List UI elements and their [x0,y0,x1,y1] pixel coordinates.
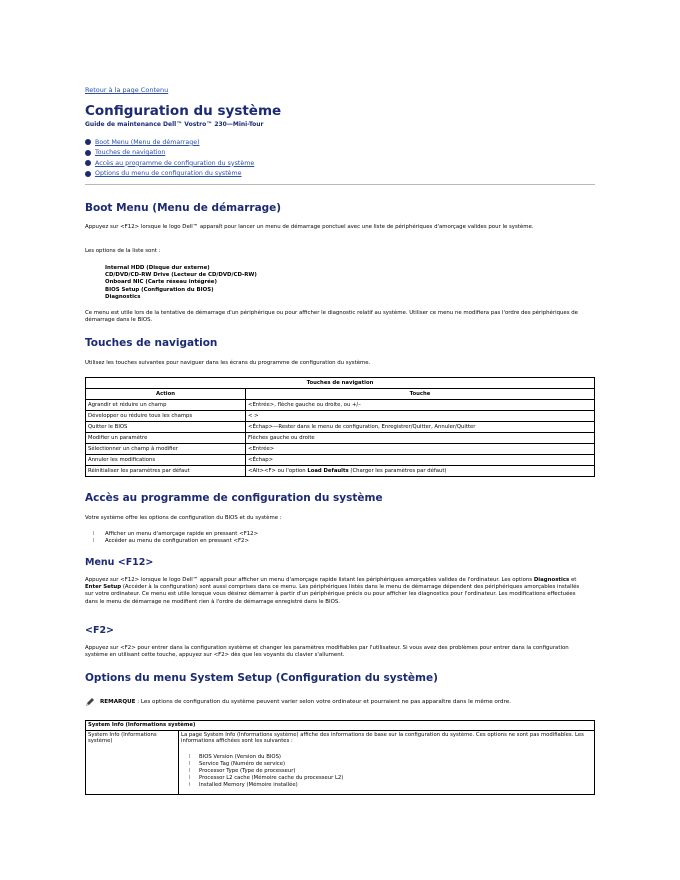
table-row [86,422,595,433]
key-cell: <Échap>—Rester dans le menu de configuration, Enregistrer/Quitter, Annuler/Quitter [246,422,595,433]
boot-menu-paragraph-2: Les options de la liste sont : [85,248,161,254]
boot-menu-heading: Boot Menu (Menu de démarrage) [85,202,282,214]
action-cell: Développer ou réduire tous les champs [86,411,246,422]
boot-menu-paragraph-1: Appuyez sur <F12> lorsque le logo Dell™ apparaît pour lancer un menu de démarrage ponctuel avec une liste de périphériques d'amorçage valides pour le système. [85,224,534,230]
list-item: l Service Tag (Numéro de service) [189,760,286,767]
pencil-icon [85,697,95,707]
navigation-keys-heading: Touches de navigation [85,337,218,349]
table-row [86,400,595,411]
navigation-keys-intro: Utilisez les touches suivantes pour naviguer dans les écrans du programme de configuration du système. [85,360,371,366]
column-header-action: Action [86,389,246,400]
action-cell: Agrandir et réduire un champ [86,400,246,411]
action-cell: Modifier un paramètre [86,433,246,444]
access-setup-list [93,531,258,546]
list-item: l Processor Type (Type de processeur) [189,767,296,774]
toc-link-access-setup[interactable]: Accès au programme de configuration du système [95,159,255,167]
boot-options-list [105,265,257,301]
action-cell: Sélectionner un champ à modifier [86,444,246,455]
key-cell: <Entrée> [246,444,595,455]
toc-item [85,148,254,159]
key-cell: <Échap> [246,455,595,466]
toc-link-boot-menu[interactable]: Boot Menu (Menu de démarrage) [95,138,200,146]
table-row [86,730,595,794]
toc-item [85,169,254,180]
system-info-list [189,754,592,789]
toc-item [85,158,254,169]
option-label-cell: System Info (Informations système) [86,730,179,794]
note [85,697,511,707]
table-row [86,444,595,455]
option-description: La page System Info (Informations système) affiche des informations de base sur la configuration du système. Ces options ne sont pas modifiables. Les informations affichées sont les suivantes : [181,731,584,744]
boot-option: Diagnostics [105,293,141,300]
boot-option: Internal HDD (Disque dur externe) [105,265,210,271]
list-item: l Installed Memory (Mémoire installée) [189,781,298,788]
toc-item [85,137,254,148]
note-text: : Les options de configuration du système peuvent varier selon votre ordinateur et pourraient ne pas apparaître dans le même ordre. [135,699,512,705]
toc-link-navigation-keys[interactable]: Touches de navigation [95,149,166,157]
bullet-icon [85,139,91,145]
action-cell: Réinitialiser les paramètres par défaut [86,466,246,477]
f12-menu-heading: Menu <F12> [85,557,154,568]
toc-link-setup-options[interactable]: Options du menu de configuration du système [95,170,242,178]
list-item: l Afficher un menu d'amorçage rapide en pressant <F12> [93,531,259,537]
boot-menu-paragraph-3: Ce menu est utile lors de la tentative de démarrage d'un périphérique ou pour afficher le diagnostic relatif au système. Utiliser ce menu ne modifiera pas l'ordre des périphériques de démarrage dans le BIOS. [85,310,578,324]
list-item: l BIOS Version (Version du BIOS) [189,753,281,760]
access-setup-intro: Votre système offre les options de configuration du BIOS et du système : [85,515,282,521]
f2-paragraph: Appuyez sur <F2> pour entrer dans la configuration système et changer les paramètres modifiables par l'utilisateur. Si vous avez des problèmes pour entrer dans la configuration système en utilisant cette touche, appuyez sur <F2> dès que les voyants du clavier s'allument. [85,645,569,659]
setup-options-heading: Options du menu System Setup (Configuration du système) [85,672,438,684]
bullet-icon [85,150,91,156]
list-item: l Accéder au menu de configuration en pressant <F2> [93,538,249,545]
section-divider [85,184,595,185]
key-cell: <Entrée>, flèche gauche ou droite, ou +/– [246,400,595,411]
system-info-table [85,720,595,795]
table-of-contents [85,137,254,179]
action-cell: Annuler les modifications [86,455,246,466]
table-row [86,433,595,444]
option-description-cell [179,730,595,794]
key-cell: < > [246,411,595,422]
boot-option: CD/DVD/CD-RW Drive (Lecteur de CD/DVD/CD-RW) [105,272,257,279]
key-cell: <Alt><F> ou l'option Load Defaults (Charger les paramètres par défaut) [246,466,595,477]
page-subtitle: Guide de maintenance Dell™ Vostro™ 230—Mini-Tour [85,121,264,128]
navigation-keys-table [85,377,595,477]
list-item: l Processor L2 cache (Mémoire cache du processeur L2) [189,774,344,781]
action-cell: Quitter le BIOS [86,422,246,433]
table-title: Touches de navigation [86,378,595,389]
f12-menu-paragraph: Appuyez sur <F12> lorsque le logo Dell™ apparaît pour afficher un menu d'amorçage rapide listant les périphériques amorçables valides de l'ordinateur. Les options Diagnostics et Enter Setup (Accéder à la configuration) sont aussi comprises dans ce menu. Les périphériques listés dans le menu de démarrage dépendent des périphériques amorçables installés sur votre ordinateur. Ce menu est utile lorsque vous désirez démarrer à partir d'un périphérique précis ou pour afficher les diagnostics pour l'ordinateur. Les modifications effectuées dans le menu de démarrage ne modifient rien à l'ordre de démarrage enregistré dans le BIOS. [85,577,580,605]
boot-option: BIOS Setup (Configuration du BIOS) [105,286,214,293]
table-title: System Info (Informations système) [86,721,595,731]
f2-heading: <F2> [85,625,115,636]
key-cell: Flèches gauche ou droite [246,433,595,444]
page-title: Configuration du système [85,103,282,119]
bullet-icon [85,171,91,177]
access-setup-heading: Accès au programme de configuration du système [85,492,383,504]
back-to-contents-link[interactable]: Retour à la page Contenu [85,86,169,94]
table-row [86,455,595,466]
column-header-key: Touche [246,389,595,400]
page-bottom-margin [85,795,605,880]
table-row [86,411,595,422]
boot-option: Onboard NIC (Carte réseau intégrée) [105,279,217,286]
bullet-icon [85,160,91,166]
table-row [86,466,595,477]
note-label: REMARQUE [100,699,136,705]
